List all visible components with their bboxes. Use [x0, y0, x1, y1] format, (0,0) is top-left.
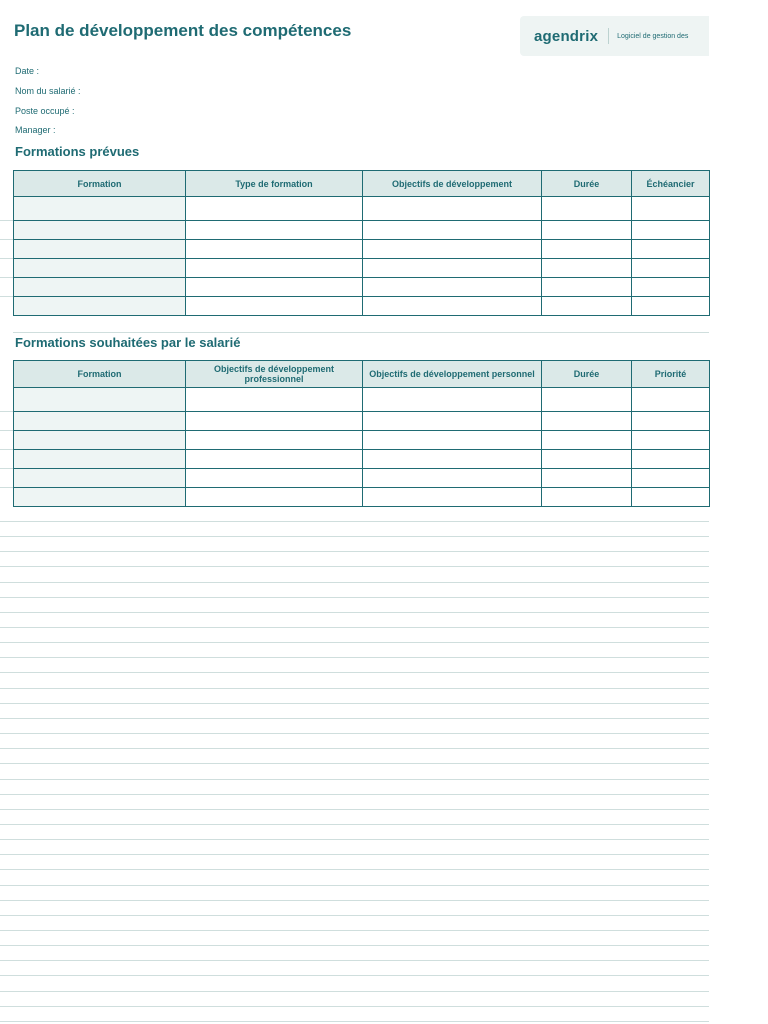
table-cell-input[interactable] [14, 388, 186, 412]
table-cell-input[interactable] [186, 431, 363, 450]
page-title: Plan de développement des compétences [14, 21, 352, 40]
table-cell-input[interactable] [542, 469, 632, 488]
table-cell-input[interactable] [363, 412, 542, 431]
table-row [14, 240, 710, 259]
table-row [14, 431, 710, 450]
ruled-line [0, 945, 709, 946]
column-header-priority: Priorité [632, 361, 710, 388]
ruled-line [0, 642, 709, 643]
ruled-line [0, 733, 709, 734]
ruled-line [0, 612, 709, 613]
table-cell-input[interactable] [186, 297, 363, 316]
table-cell-input[interactable] [363, 240, 542, 259]
table-cell-input[interactable] [363, 388, 542, 412]
ruled-line [0, 824, 709, 825]
table-cell-input[interactable] [632, 259, 710, 278]
column-header-duration: Durée [542, 361, 632, 388]
table-cell-input[interactable] [632, 388, 710, 412]
table-cell-input[interactable] [14, 278, 186, 297]
ruled-line [0, 763, 709, 764]
ruled-line [0, 960, 709, 961]
table-row [14, 278, 710, 297]
employee-name-field-label: Nom du salarié : [15, 86, 81, 96]
ruled-line [0, 688, 709, 689]
table-cell-input[interactable] [186, 450, 363, 469]
column-header-training-type: Type de formation [186, 171, 363, 197]
table-cell-input[interactable] [542, 197, 632, 221]
planned-section-title: Formations prévues [15, 144, 140, 159]
row-guide-line [0, 487, 13, 488]
table-cell-input[interactable] [542, 240, 632, 259]
ruled-line [0, 930, 709, 931]
ruled-line [0, 794, 709, 795]
ruled-line [0, 718, 709, 719]
table-cell-input[interactable] [542, 259, 632, 278]
table-row [14, 197, 710, 221]
row-guide-line [0, 411, 13, 412]
table-cell-input[interactable] [186, 278, 363, 297]
section-divider [13, 332, 709, 333]
row-guide-line [0, 468, 13, 469]
table-cell-input[interactable] [632, 240, 710, 259]
logo-tagline: Logiciel de gestion des [617, 32, 689, 40]
table-cell-input[interactable] [14, 240, 186, 259]
table-cell-input[interactable] [542, 412, 632, 431]
table-cell-input[interactable] [186, 240, 363, 259]
table-cell-input[interactable] [632, 431, 710, 450]
column-header-professional-objectives: Objectifs de développement professionnel [186, 361, 363, 388]
row-guide-line [0, 239, 13, 240]
row-guide-line [0, 258, 13, 259]
planned-trainings-table [13, 170, 710, 316]
table-cell-input[interactable] [363, 197, 542, 221]
table-row [14, 469, 710, 488]
ruled-line [0, 869, 709, 870]
row-guide-line [0, 296, 13, 297]
table-cell-input[interactable] [542, 431, 632, 450]
table-cell-input[interactable] [542, 488, 632, 507]
column-header-schedule: Échéancier [632, 171, 710, 197]
table-cell-input[interactable] [542, 388, 632, 412]
table-cell-input[interactable] [363, 297, 542, 316]
ruled-line [0, 657, 709, 658]
table-cell-input[interactable] [363, 488, 542, 507]
row-guide-line [0, 449, 13, 450]
column-header-personal-objectives: Objectifs de développement personnel [363, 361, 542, 388]
ruled-line [0, 566, 709, 567]
ruled-line [0, 703, 709, 704]
column-header-formation: Formation [14, 171, 186, 197]
table-cell-input[interactable] [186, 469, 363, 488]
table-row [14, 297, 710, 316]
table-row [14, 412, 710, 431]
table-cell-input[interactable] [363, 259, 542, 278]
table-cell-input[interactable] [363, 431, 542, 450]
column-header-objectives: Objectifs de développement [363, 171, 542, 197]
ruled-line [0, 809, 709, 810]
ruled-line [0, 839, 709, 840]
ruled-line [0, 672, 709, 673]
ruled-line [0, 748, 709, 749]
table-cell-input[interactable] [14, 221, 186, 240]
ruled-line [0, 1006, 709, 1007]
table-cell-input[interactable] [186, 488, 363, 507]
table-cell-input[interactable] [632, 197, 710, 221]
position-field-label: Poste occupé : [15, 106, 75, 116]
table-cell-input[interactable] [14, 297, 186, 316]
manager-field-label: Manager : [15, 125, 56, 135]
ruled-line [0, 582, 709, 583]
row-guide-line [0, 430, 13, 431]
table-cell-input[interactable] [542, 278, 632, 297]
table-cell-input[interactable] [14, 197, 186, 221]
brand-logo[interactable] [520, 16, 709, 56]
table-cell-input[interactable] [14, 259, 186, 278]
row-guide-line [0, 277, 13, 278]
wished-trainings-table [13, 360, 710, 507]
table-row [14, 221, 710, 240]
table-cell-input[interactable] [14, 412, 186, 431]
table-cell-input[interactable] [186, 388, 363, 412]
table-cell-input[interactable] [632, 450, 710, 469]
ruled-line [0, 991, 709, 992]
table-cell-input[interactable] [632, 221, 710, 240]
row-guide-line [0, 220, 13, 221]
ruled-line [0, 627, 709, 628]
table-cell-input[interactable] [542, 297, 632, 316]
table-cell-input[interactable] [632, 297, 710, 316]
ruled-line [0, 521, 709, 522]
table-cell-input[interactable] [14, 450, 186, 469]
table-cell-input[interactable] [363, 221, 542, 240]
table-cell-input[interactable] [186, 197, 363, 221]
table-row [14, 488, 710, 507]
ruled-line [0, 551, 709, 552]
table-cell-input[interactable] [363, 450, 542, 469]
table-cell-input[interactable] [632, 469, 710, 488]
table-cell-input[interactable] [632, 412, 710, 431]
table-cell-input[interactable] [186, 259, 363, 278]
table-cell-input[interactable] [632, 278, 710, 297]
table-row [14, 259, 710, 278]
date-field-label: Date : [15, 66, 40, 76]
table-cell-input[interactable] [632, 488, 710, 507]
ruled-line [0, 536, 709, 537]
column-header-duration: Durée [542, 171, 632, 197]
ruled-line [0, 885, 709, 886]
column-header-formation: Formation [14, 361, 186, 388]
ruled-line [0, 900, 709, 901]
table-cell-input[interactable] [363, 278, 542, 297]
table-cell-input[interactable] [14, 431, 186, 450]
table-row [14, 450, 710, 469]
wished-section-title: Formations souhaitées par le salarié [15, 335, 241, 350]
ruled-line [0, 915, 709, 916]
ruled-line [0, 1021, 709, 1022]
table-cell-input[interactable] [14, 469, 186, 488]
ruled-line [0, 975, 709, 976]
table-row [14, 388, 710, 412]
table-cell-input[interactable] [186, 221, 363, 240]
logo-wordmark: agendrix [534, 27, 599, 45]
table-cell-input[interactable] [363, 469, 542, 488]
ruled-line [0, 779, 709, 780]
table-cell-input[interactable] [542, 221, 632, 240]
ruled-line [0, 854, 709, 855]
table-cell-input[interactable] [186, 412, 363, 431]
logo-divider [608, 28, 609, 44]
ruled-line [0, 597, 709, 598]
table-cell-input[interactable] [14, 488, 186, 507]
table-cell-input[interactable] [542, 450, 632, 469]
